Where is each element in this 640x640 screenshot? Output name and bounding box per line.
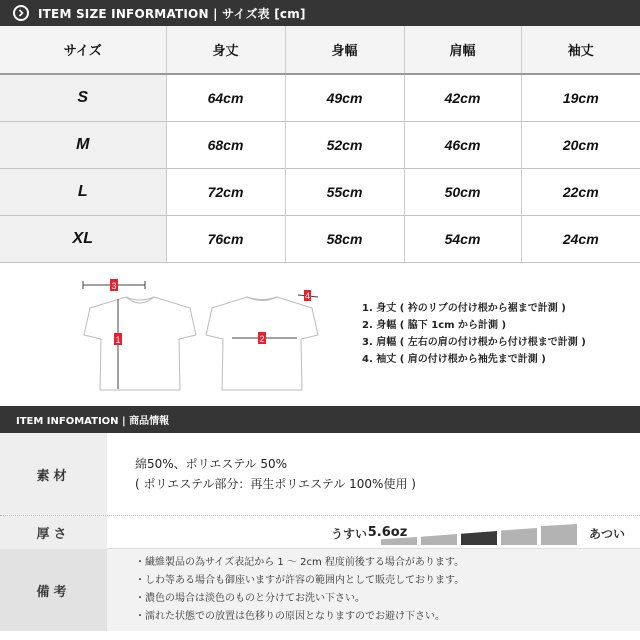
size-label: S (0, 74, 166, 121)
notes-row (0, 549, 640, 631)
item-info-title: ITEM INFOMATION | 商品情報 (16, 416, 170, 427)
column-header: 袖丈 (521, 26, 640, 74)
table-cell: 52cm (285, 121, 404, 168)
legend-item: 4. 袖丈 ( 肩の付け根から袖先まで計測 ) (362, 354, 546, 365)
column-header: 身丈 (166, 26, 285, 74)
chevron-right-circle-icon (13, 5, 29, 21)
notes-list (107, 549, 640, 631)
material-label: 素材 (0, 433, 107, 515)
column-header: 肩幅 (404, 26, 521, 74)
size-label: M (0, 121, 166, 168)
table-cell: 68cm (166, 121, 285, 168)
note-item: ・繊維製品の為サイズ表記から 1 ～ 2cm 程度前後する場合があります。 (135, 557, 465, 568)
table-row (0, 74, 640, 121)
note-item: ・しわ等ある場合も御座いますが許容の範囲内として販売しております。 (135, 575, 465, 586)
table-cell: 49cm (285, 74, 404, 121)
thickness-level-4 (501, 528, 537, 545)
table-cell: 64cm (166, 74, 285, 121)
thin-label: うすい (331, 527, 368, 541)
tshirt-measurement-diagram (82, 275, 332, 395)
size-info-title: ITEM SIZE INFORMATION | サイズ表 [cm] (38, 6, 306, 21)
thickness-level-1 (381, 537, 417, 545)
tshirt-icon (82, 275, 332, 395)
size-table (0, 26, 640, 263)
note-item: ・濃色の場合は淡色のものと分けてお洗い下さい。 (135, 593, 365, 604)
table-cell: 46cm (404, 121, 521, 168)
column-header: サイズ (0, 26, 166, 74)
marker-4: 4 (304, 291, 311, 301)
table-row (0, 168, 640, 215)
material-line: ( ポリエステル部分：再生ポリエステル 100%使用 ) (135, 477, 416, 491)
column-header: 身幅 (285, 26, 404, 74)
table-cell: 19cm (521, 74, 640, 121)
table-cell: 55cm (285, 168, 404, 215)
note-item: ・濡れた状態での放置は色移りの原因となりますのでお避け下さい。 (135, 611, 445, 622)
table-row (0, 121, 640, 168)
marker-2: 2 (259, 334, 265, 344)
material-value (107, 433, 640, 515)
table-cell: 50cm (404, 168, 521, 215)
table-cell: 42cm (404, 74, 521, 121)
measurement-legend (362, 300, 586, 368)
material-row (0, 433, 640, 515)
table-cell: 20cm (521, 121, 640, 168)
legend-item: 1. 身丈 ( 衿のリブの付け根から裾まで計測 ) (362, 303, 566, 314)
notes-label: 備考 (0, 549, 107, 631)
legend-item: 2. 身幅 ( 脇下 1cm から計測 ) (362, 320, 507, 331)
thickness-level-3-selected (461, 531, 497, 545)
size-table-header (0, 26, 640, 74)
thickness-level-2 (421, 534, 457, 545)
legend-item: 3. 肩幅 ( 左右の肩の付け根から付け根まで計測 ) (362, 337, 586, 348)
material-line: 綿50%、ポリエステル 50% (135, 457, 288, 471)
marker-1: 1 (115, 335, 121, 345)
marker-3: 3 (111, 281, 117, 291)
table-cell: 72cm (166, 168, 285, 215)
table-cell: 24cm (521, 215, 640, 262)
table-row (0, 215, 640, 262)
thick-label: あつい (589, 527, 626, 541)
table-cell: 54cm (404, 215, 521, 262)
table-cell: 22cm (521, 168, 640, 215)
size-label: L (0, 168, 166, 215)
size-label: XL (0, 215, 166, 262)
item-info-header (0, 406, 640, 433)
table-cell: 76cm (166, 215, 285, 262)
thickness-scale (331, 519, 631, 547)
size-info-header (0, 0, 640, 26)
thickness-level-5 (541, 524, 577, 545)
table-cell: 58cm (285, 215, 404, 262)
thickness-label: 厚さ (0, 516, 107, 549)
thickness-value: 5.6oz (107, 516, 640, 549)
